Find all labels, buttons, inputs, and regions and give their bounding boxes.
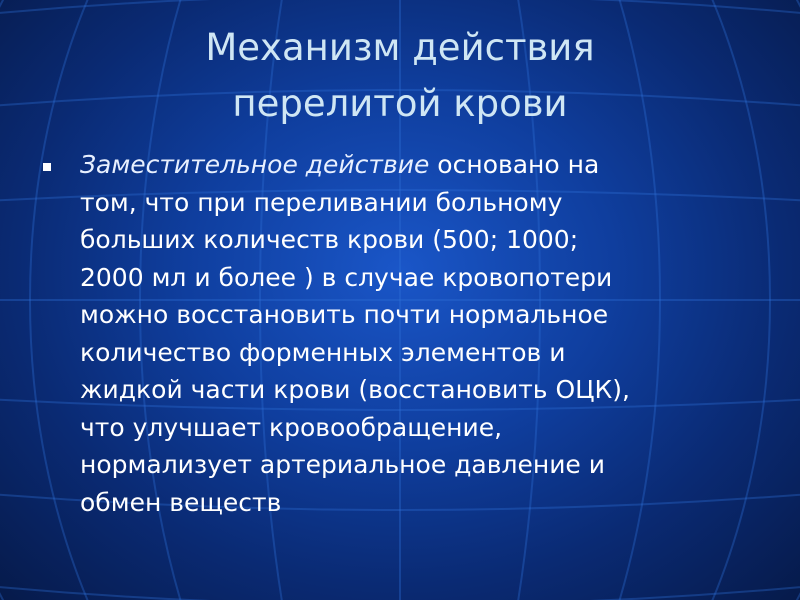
slide-title (0, 20, 800, 132)
bullet-line: жидкой части крови (восстановить ОЦК), (80, 375, 630, 404)
bullet-line: 2000 мл и более ) в случае кровопотери (80, 262, 613, 292)
bullet-text (80, 146, 780, 521)
bullet-line-rest: основано на (429, 150, 600, 179)
bullet-line: том, что при переливании больному (80, 187, 563, 217)
slide-title-line-2: перелитой крови (232, 82, 568, 125)
bullet-line: нормализует артериальное давление и (80, 450, 606, 479)
bullet-line: можно восстановить почти нормальное (80, 300, 609, 329)
bullet-line: что улучшает кровообращение, (80, 412, 503, 442)
slide-title-line-1: Механизм действия (205, 26, 595, 69)
bullet-line (80, 146, 780, 184)
bullet-line: количество форменных элементов и (80, 337, 566, 367)
bullet-square-icon (43, 163, 51, 171)
bullet-line: больших количеств крови (500; 1000; (80, 225, 579, 254)
bullet-line: обмен веществ (80, 487, 282, 517)
emphasis-term: Заместительное действие (80, 150, 430, 179)
